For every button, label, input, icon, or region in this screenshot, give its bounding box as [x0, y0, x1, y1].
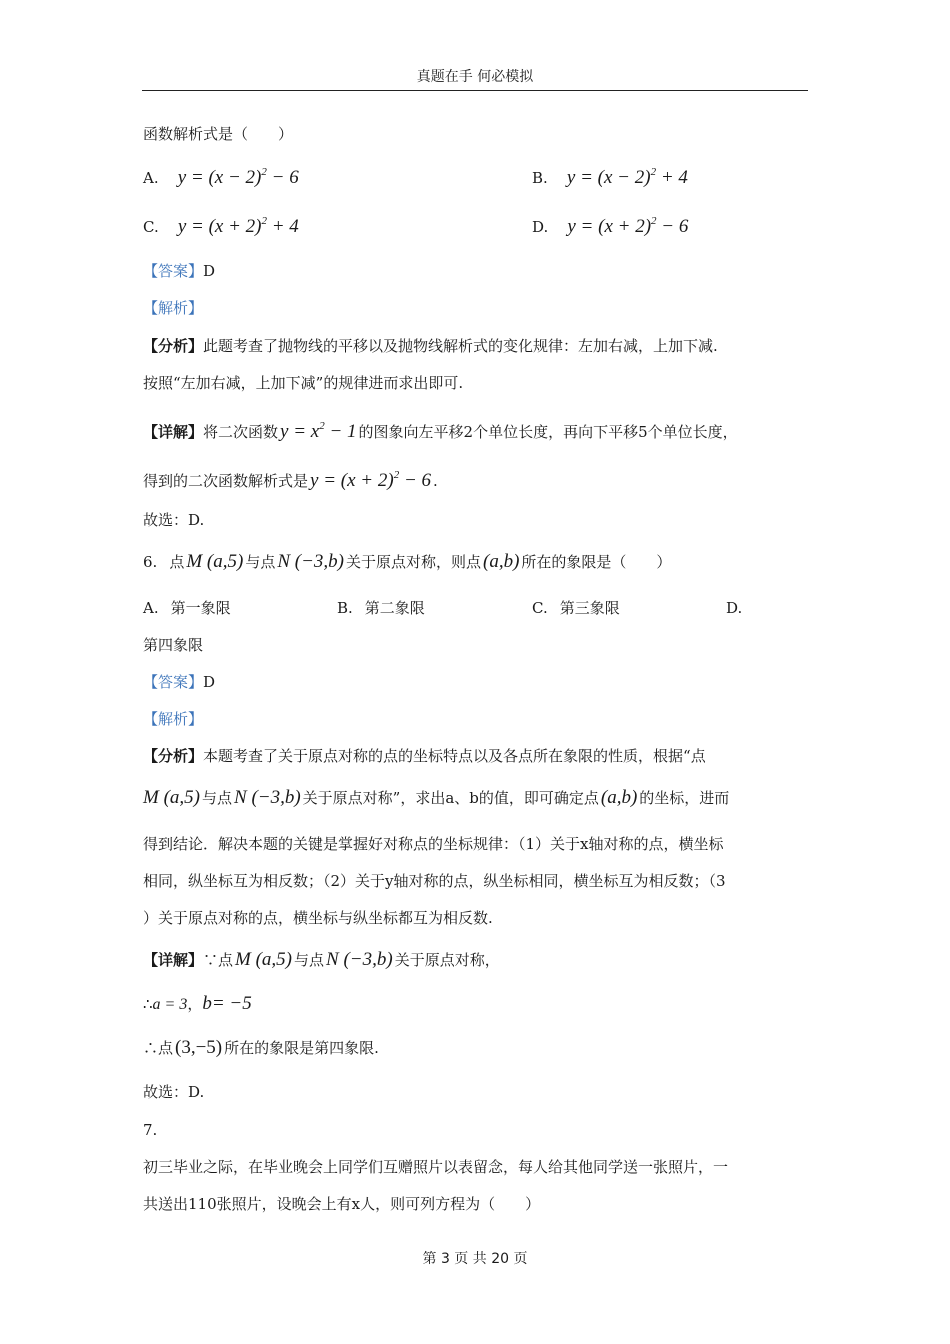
q6-option-b: B. 第二象限 [337, 599, 425, 617]
page-header: 真题在手 何必模拟 [416, 69, 534, 85]
option-letter: D. [532, 218, 549, 236]
q6-fenxi-line1: 【分析】本题考查了关于原点对称的点的坐标特点以及各点所在象限的性质，根据“点 [143, 747, 706, 765]
q6-fenxi-line3: 得到结论．解决本题的关键是掌握好对称点的坐标规律：（1）关于x轴对称的点，横坐标 [143, 835, 724, 853]
q6-fenxi-line2: M (a,5) 与点 N (−3,b) 关于原点对称”，求出a、b的值，即可确定点 (a,b) 的坐标，进而 [143, 787, 730, 808]
q6-xiangjie-line: 【详解】∵点 M (a,5) 与点 N (−3,b) 关于原点对称， [143, 949, 500, 970]
header-rule [142, 90, 808, 91]
q6-option-d-text: 第四象限 [143, 636, 204, 654]
q5-conclusion: 故选：D. [143, 511, 205, 529]
q6-option-d: D. [726, 599, 743, 617]
q7-line2: 共送出110张照片，设晚会上有x人，则可列方程为（ ） [143, 1195, 541, 1213]
q5-stem-tail: 函数解析式是（ ） [143, 125, 294, 143]
option-letter: C. [143, 218, 159, 236]
q6-option-c: C. 第三象限 [532, 599, 620, 617]
q6-therefore-quadrant: ∴点 (3,−5) 所在的象限是第四象限. [143, 1037, 379, 1058]
q5-answer [143, 261, 215, 281]
q6-answer: 【答案】D [143, 673, 216, 691]
q5-fenxi-line1: 【分析】此题考查了抛物线的平移以及抛物线解析式的变化规律：左加右减，上加下减. [143, 337, 718, 355]
q6-fenxi-line4: 相同，纵坐标互为相反数；（2）关于y轴对称的点，纵坐标相同，横坐标互为相反数；（3 [143, 872, 726, 890]
q5-fenxi-line2: 按照“左加右减，上加下减”的规律进而求出即可. [143, 374, 464, 392]
q5-option-c [143, 215, 299, 238]
option-formula: $y = (x + 2)^2 - 6$ [567, 215, 689, 237]
q5-analysis-tag: 【解析】 [143, 299, 204, 317]
q6-analysis-tag: 【解析】 [143, 710, 204, 728]
option-formula: $y = (x - 2)^2 + 4$ [566, 166, 688, 188]
q6-therefore-ab: ∴a = 3，b= −5 [143, 993, 252, 1014]
q6-stem: 6. 点 M (a,5) 与点 N (−3,b) 关于原点对称，则点 (a,b) 所在的象限是（ ） [143, 551, 672, 572]
q5-option-b [532, 166, 688, 189]
option-formula: $y = (x + 2)^2 + 4$ [177, 215, 299, 237]
option-letter: A. [143, 169, 159, 187]
option-letter: B. [532, 169, 548, 187]
q6-conclusion: 故选：D. [143, 1083, 205, 1101]
option-formula: $y = (x - 2)^2 - 6$ [177, 166, 299, 188]
q7-line1: 初三毕业之际，在毕业晚会上同学们互赠照片以表留念，每人给其他同学送一张照片，一 [143, 1158, 729, 1176]
q5-result-line: 得到的二次函数解析式是 $y = (x + 2)^2 - 6$ . [143, 469, 438, 491]
answer-tag: 【答案】 [143, 262, 204, 280]
q5-option-d [532, 215, 688, 238]
answer-value: D [203, 262, 216, 280]
q5-option-a [143, 166, 299, 189]
page-footer: 第 3 页 共 20 页 [422, 1251, 528, 1267]
q5-xiangjie-line: 【详解】将二次函数 $y = x^2 - 1$ 的图象向左平移2个单位长度，再向下平移5个单位长度， [143, 420, 738, 442]
q6-option-a: A. 第一象限 [143, 599, 231, 617]
q7-number: 7. [143, 1121, 158, 1139]
q6-fenxi-line5: ）关于原点对称的点，横坐标与纵坐标都互为相反数. [143, 909, 493, 927]
